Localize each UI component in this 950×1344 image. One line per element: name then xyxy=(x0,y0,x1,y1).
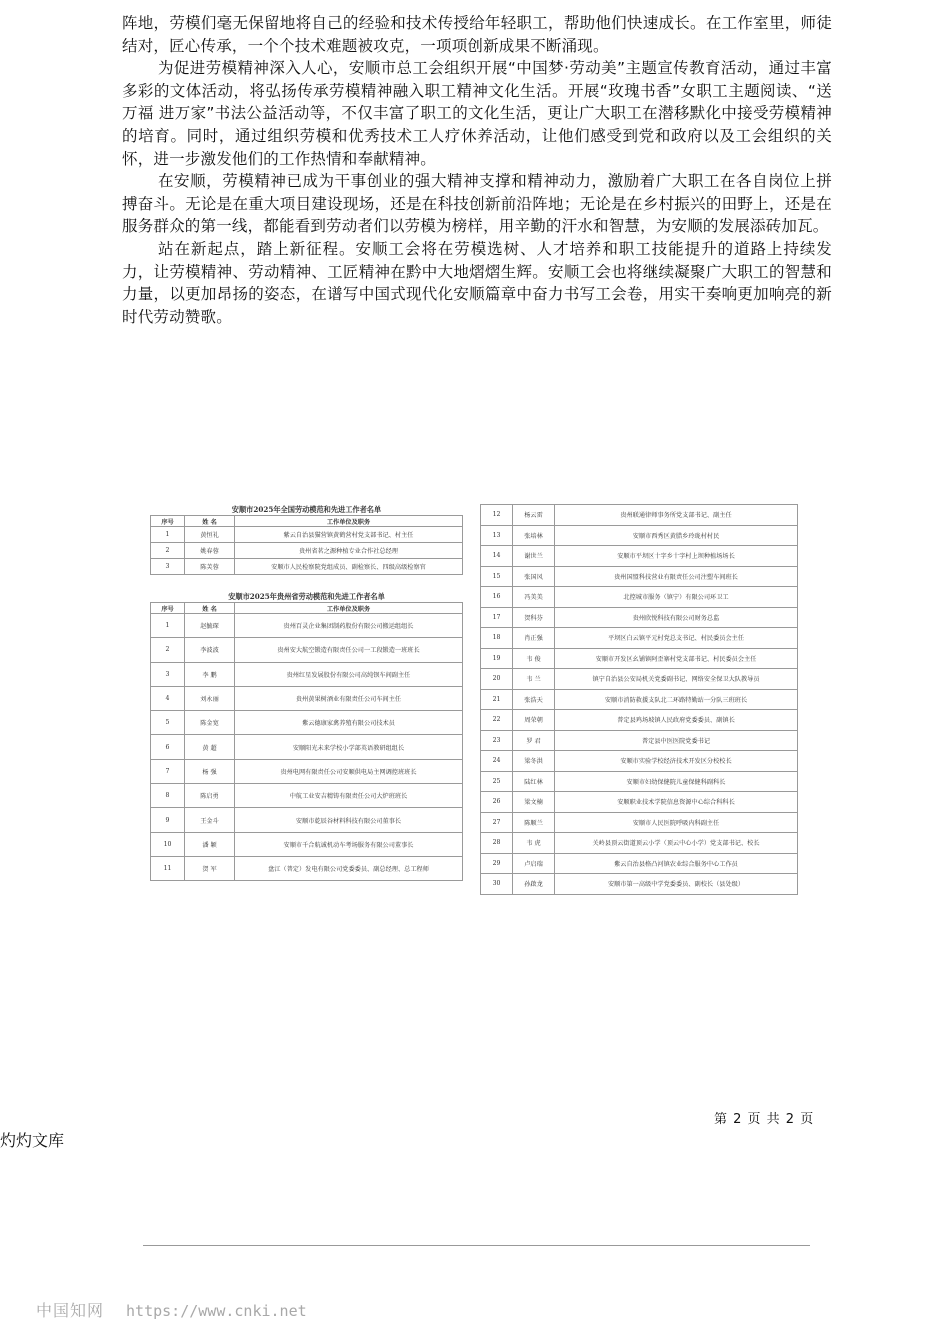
row-name: 李波波 xyxy=(185,638,235,662)
row-no: 12 xyxy=(481,505,513,526)
row-no: 25 xyxy=(481,771,513,792)
row-unit: 紫云自治县格凸河镇农业综合服务中心工作员 xyxy=(555,853,798,874)
table-row xyxy=(151,735,463,759)
row-unit: 安顺市乾辰谷材料科技有限公司董事长 xyxy=(235,808,463,832)
table-row xyxy=(481,751,798,772)
row-unit: 贵州黄果树酒业有限责任公司车间主任 xyxy=(235,686,463,710)
table-row xyxy=(481,730,798,751)
table-row xyxy=(481,689,798,710)
row-name: 韦 虎 xyxy=(513,833,555,854)
row-name: 刘永丽 xyxy=(185,686,235,710)
row-name: 姚春蓉 xyxy=(185,543,235,559)
table-header-row xyxy=(151,603,463,614)
row-no: 26 xyxy=(481,792,513,813)
row-name: 陈芙蓉 xyxy=(185,559,235,575)
row-unit: 普定县中医医院党委书记 xyxy=(555,730,798,751)
page-number: 第 2 页 共 2 页 xyxy=(714,1112,815,1127)
table-row xyxy=(481,525,798,546)
row-name: 陈启勇 xyxy=(185,784,235,808)
table-row xyxy=(151,759,463,783)
table-row xyxy=(151,808,463,832)
table-row xyxy=(481,874,798,895)
row-name: 冯美美 xyxy=(513,587,555,608)
row-no: 8 xyxy=(151,784,185,808)
row-no: 15 xyxy=(481,566,513,587)
row-unit: 安顺市西秀区黄腊乡玲珑村村民 xyxy=(555,525,798,546)
row-no: 18 xyxy=(481,628,513,649)
row-name: 赵毓琛 xyxy=(185,614,235,638)
row-unit: 贵州电网有限责任公司安顺供电局主网调控班班长 xyxy=(235,759,463,783)
row-unit: 镇宁自治县公安局机关党委副书记、网络安全保卫大队教导员 xyxy=(555,669,798,690)
row-unit: 中航工业安吉精铸有限责任公司大炉班班长 xyxy=(235,784,463,808)
table-row xyxy=(151,527,463,543)
header-unit: 工作单位及职务 xyxy=(235,516,463,527)
table-row xyxy=(481,669,798,690)
row-no: 6 xyxy=(151,735,185,759)
row-unit: 安顺市第一高级中学党委委员、副校长（县处级） xyxy=(555,874,798,895)
row-unit: 北控城市服务（镇宁）有限公司环卫工 xyxy=(555,587,798,608)
footer-url[interactable]: https://www.cnki.net xyxy=(126,1302,307,1320)
table-row xyxy=(481,505,798,526)
row-no: 27 xyxy=(481,812,513,833)
table-row xyxy=(481,628,798,649)
table-row xyxy=(151,543,463,559)
provincial-list-table-left xyxy=(150,602,463,881)
row-unit: 安顺职业技术学院信息资源中心综合科科长 xyxy=(555,792,798,813)
row-unit: 安顺市消防救援支队北二环路特勤站一分队三班班长 xyxy=(555,689,798,710)
row-no: 17 xyxy=(481,607,513,628)
table-row xyxy=(481,587,798,608)
row-unit: 安顺市实验学校经济技术开发区分校校长 xyxy=(555,751,798,772)
row-no: 7 xyxy=(151,759,185,783)
table-row xyxy=(481,853,798,874)
row-no: 21 xyxy=(481,689,513,710)
row-unit: 贵州联通律师事务所党支部书记、副主任 xyxy=(555,505,798,526)
source-label: 灼灼文库 xyxy=(0,1131,65,1150)
header-unit: 工作单位及职务 xyxy=(235,603,463,614)
table-row xyxy=(481,566,798,587)
row-no: 29 xyxy=(481,853,513,874)
provincial-list-table-right xyxy=(480,504,798,895)
row-unit: 贵州红星发展股份有限公司高纯钡车间副主任 xyxy=(235,662,463,686)
table-row xyxy=(481,833,798,854)
row-name: 黄恒礼 xyxy=(185,527,235,543)
row-name: 李 鹏 xyxy=(185,662,235,686)
table-row xyxy=(151,614,463,638)
header-no: 序号 xyxy=(151,516,185,527)
row-name: 张国风 xyxy=(513,566,555,587)
row-unit: 安顺阳光未来学校小学部英语教研组组长 xyxy=(235,735,463,759)
table-row xyxy=(481,771,798,792)
table-row xyxy=(151,856,463,880)
row-name: 谢世兰 xyxy=(513,546,555,567)
honor-list-right-column xyxy=(480,504,798,895)
table-row xyxy=(151,638,463,662)
national-list-title: 安顺市2025年全国劳动模范和先进工作者名单 xyxy=(231,505,382,514)
table-row xyxy=(151,784,463,808)
row-unit: 贵州国盟科技营业有限责任公司注塑车间班长 xyxy=(555,566,798,587)
row-name: 梁冬洪 xyxy=(513,751,555,772)
row-no: 11 xyxy=(151,856,185,880)
row-no: 20 xyxy=(481,669,513,690)
table-row xyxy=(151,662,463,686)
row-no: 1 xyxy=(151,614,185,638)
table-row xyxy=(481,812,798,833)
national-list-table xyxy=(150,515,463,575)
row-name: 肖正强 xyxy=(513,628,555,649)
row-name: 陈顺兰 xyxy=(513,812,555,833)
table-row xyxy=(481,792,798,813)
row-name: 罗 君 xyxy=(513,730,555,751)
article-paragraph: 站在新起点，踏上新征程。安顺工会将在劳模选树、人才培养和职工技能提升的道路上持续发力，让劳模精神、劳动精神、工匠精神在黔中大地熠熠生辉。安顺工会也将继续凝聚广大职工的智慧和力量，以更加昂扬的姿态，在谱写中国式现代化安顺篇章中奋力书写工会卷，用实干奏响更加响亮的新时代劳动赞歌。 xyxy=(122,239,832,326)
row-name: 杨云雷 xyxy=(513,505,555,526)
row-name: 杨 强 xyxy=(185,759,235,783)
row-no: 24 xyxy=(481,751,513,772)
row-unit: 安顺市妇幼保健院儿童保健科副科长 xyxy=(555,771,798,792)
row-unit: 普定县鸡场坡镇人民政府党委委员、副镇长 xyxy=(555,710,798,731)
row-no: 5 xyxy=(151,711,185,735)
row-name: 贺科芬 xyxy=(513,607,555,628)
footer-site-name: 中国知网 xyxy=(36,1301,105,1320)
row-no: 3 xyxy=(151,662,185,686)
row-no: 13 xyxy=(481,525,513,546)
article-paragraph: 为促进劳模精神深入人心，安顺市总工会组织开展“中国梦·劳动美”主题宣传教育活动，通过丰富多彩的文体活动，将弘扬传承劳模精神融入职工精神文化生活。开展“玫瑰书香”女职工主题阅读、“送万福 进万家”书法公益活动等，不仅丰富了职工的文化生活，更让广大职工在潜移默化中接受劳模精神的培育。同时，通过组织劳模和优秀技术工人疗休养活动，让他们感受到党和政府以及工会组织的关怀，进一步激发他们的工作热情和奉献精神。 xyxy=(122,59,832,168)
row-unit: 安顺市开发区幺铺镇阿歪寨村党支部书记、村民委员会主任 xyxy=(555,648,798,669)
row-unit: 平坝区白云镇平元村党总支书记、村民委员会主任 xyxy=(555,628,798,649)
row-name: 孙啟龙 xyxy=(513,874,555,895)
row-no: 16 xyxy=(481,587,513,608)
row-unit: 安顺市千合航诚机动车考场服务有限公司董事长 xyxy=(235,832,463,856)
row-no: 30 xyxy=(481,874,513,895)
row-unit: 紫云自治县猫营镇黄鹤营村党支部书记、村主任 xyxy=(235,527,463,543)
row-no: 1 xyxy=(151,527,185,543)
row-name: 张培林 xyxy=(513,525,555,546)
table-row xyxy=(151,711,463,735)
row-unit: 安顺市人民医院呼吸内科副主任 xyxy=(555,812,798,833)
article-paragraph: 在安顺，劳模精神已成为干事创业的强大精神支撑和精神动力，激励着广大职工在各自岗位上拼搏奋斗。无论是在重大项目建设现场，还是在科技创新前沿阵地；无论是在乡村振兴的田野上，还是在服务群众的第一线，都能看到劳动者们以劳模为榜样，用辛勤的汗水和智慧，为安顺的发展添砖加瓦。 xyxy=(122,172,832,236)
row-unit: 贵州百灵企业集团制药股份有限公司搬运组组长 xyxy=(235,614,463,638)
article-paragraph: 阵地，劳模们毫无保留地将自己的经验和技术传授给年轻职工，帮助他们快速成长。在工作室里，师徒结对，匠心传承，一个个技术难题被攻克，一项项创新成果不断涌现。 xyxy=(122,14,832,55)
row-unit: 关岭县顶云街道顶云小学（顶云中心小学）党支部书记、校长 xyxy=(555,833,798,854)
row-no: 14 xyxy=(481,546,513,567)
row-name: 梁文楠 xyxy=(513,792,555,813)
row-name: 陈金宽 xyxy=(185,711,235,735)
row-name: 王金斗 xyxy=(185,808,235,832)
row-name: 贺 军 xyxy=(185,856,235,880)
row-no: 9 xyxy=(151,808,185,832)
header-no: 序号 xyxy=(151,603,185,614)
table-row xyxy=(151,686,463,710)
header-name: 姓 名 xyxy=(185,603,235,614)
row-unit: 贵州省茗之源种植专业合作社总经理 xyxy=(235,543,463,559)
table-row xyxy=(151,559,463,575)
table-row xyxy=(481,710,798,731)
table-row xyxy=(151,832,463,856)
article-body xyxy=(122,12,832,328)
row-unit: 紫云德康家禽养殖有限公司技术员 xyxy=(235,711,463,735)
table-row xyxy=(481,648,798,669)
row-name: 陆红林 xyxy=(513,771,555,792)
table-header-row xyxy=(151,516,463,527)
row-name: 韦 俊 xyxy=(513,648,555,669)
row-no: 4 xyxy=(151,686,185,710)
row-no: 22 xyxy=(481,710,513,731)
row-unit: 安顺市平坝区十字乡十字村上坝种植场场长 xyxy=(555,546,798,567)
row-name: 韦 兰 xyxy=(513,669,555,690)
row-name: 黄 超 xyxy=(185,735,235,759)
row-unit: 安顺市人民检察院党组成员、副检察长、四级高级检察官 xyxy=(235,559,463,575)
honor-list-left-column xyxy=(150,504,463,881)
row-name: 周荣朝 xyxy=(513,710,555,731)
row-no: 28 xyxy=(481,833,513,854)
row-no: 3 xyxy=(151,559,185,575)
header-name: 姓 名 xyxy=(185,516,235,527)
footer-divider xyxy=(143,1245,810,1246)
row-no: 2 xyxy=(151,638,185,662)
honor-list-image xyxy=(150,504,800,910)
footer xyxy=(36,1298,307,1321)
row-unit: 贵州安大航空锻造有限责任公司一工段锻造一班班长 xyxy=(235,638,463,662)
row-name: 潘 颖 xyxy=(185,832,235,856)
row-name: 张浩天 xyxy=(513,689,555,710)
row-unit: 盘江（普定）发电有限公司党委委员、副总经理、总工程师 xyxy=(235,856,463,880)
provincial-list-title: 安顺市2025年贵州省劳动模范和先进工作者名单 xyxy=(228,592,385,601)
table-row xyxy=(481,607,798,628)
table-row xyxy=(481,546,798,567)
row-name: 卢启瑞 xyxy=(513,853,555,874)
row-no: 2 xyxy=(151,543,185,559)
row-no: 10 xyxy=(151,832,185,856)
row-no: 23 xyxy=(481,730,513,751)
row-unit: 贵州欣悦科技有限公司财务总监 xyxy=(555,607,798,628)
row-no: 19 xyxy=(481,648,513,669)
